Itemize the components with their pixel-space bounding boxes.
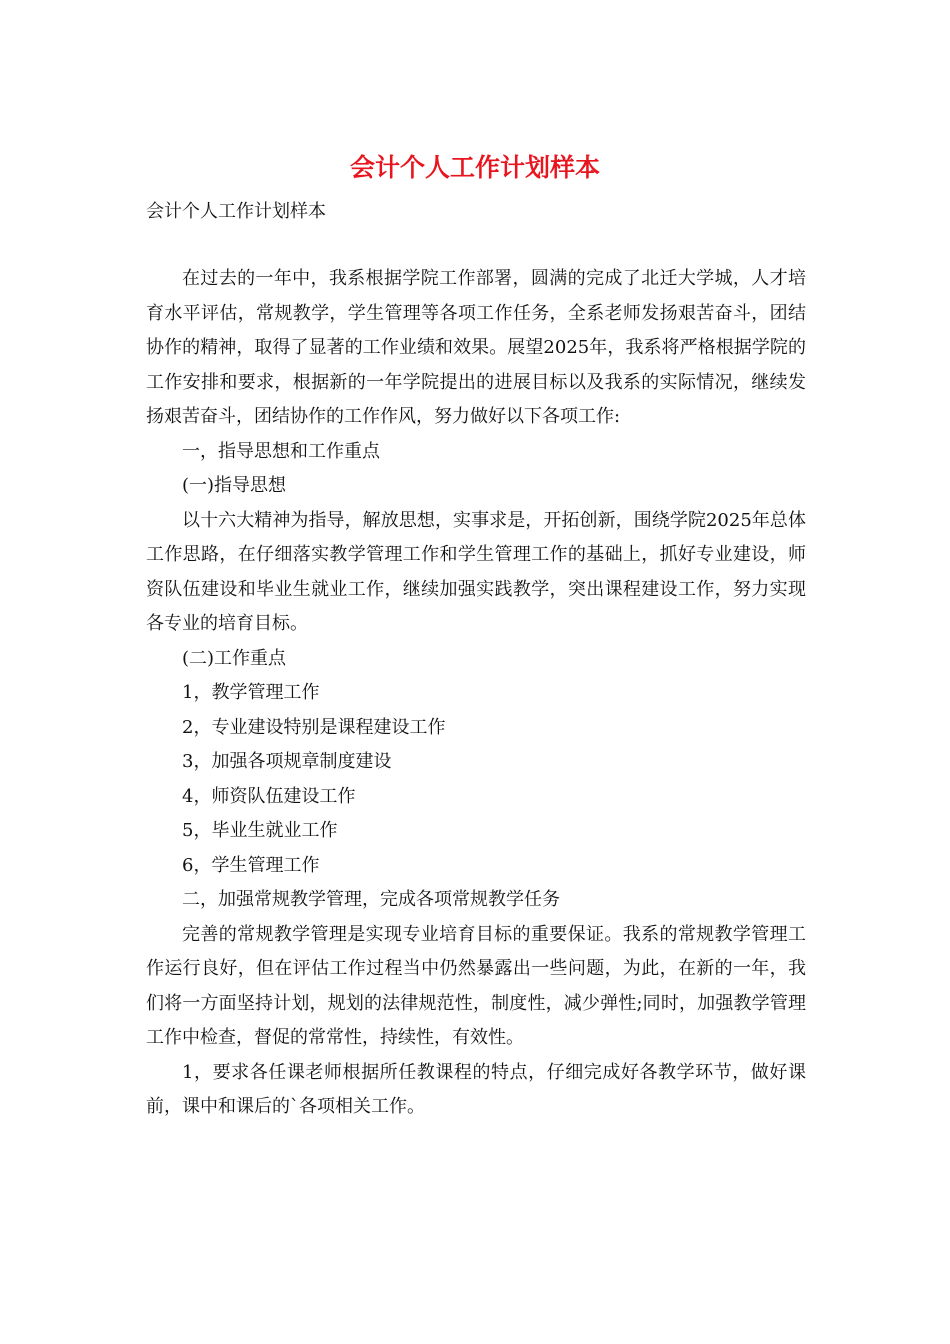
paragraph-item-1: 1，要求各任课老师根据所任教课程的特点，仔细完成好各教学环节，做好课前，课中和课后的`各项相关工作。	[146, 1061, 806, 1117]
list-item: 6，学生管理工作	[182, 854, 320, 876]
paragraph-intro: 在过去的一年中，我系根据学院工作部署，圆满的完成了北迁大学城，人才培育水平评估，常规教学，学生管理等各项工作任务，全系老师发扬艰苦奋斗，团结协作的精神，取得了显著的工作业绩和效果。展望2025年，我系将严格根据学院的工作安排和要求，根据新的一年学院提出的进展目标以及我系的实际情况，继续发扬艰苦奋斗，团结协作的工作作风，努力做好以下各项工作:	[146, 268, 806, 427]
list-item: 3，加强各项规章制度建设	[182, 751, 392, 772]
list-item: 2，专业建设特别是课程建设工作	[182, 716, 446, 738]
heading-section-2: 二，加强常规教学管理，完成各项常规教学任务	[182, 889, 560, 910]
paragraph-guiding-thought: 以十六大精神为指导，解放思想，实事求是，开拓创新，围绕学院2025年总体工作思路，在仔细落实教学管理工作和学生管理工作的基础上，抓好专业建设，师资队伍建设和毕业生就业工作，继续加强实践教学，突出课程建设工作，努力实现各专业的培育目标。	[146, 509, 806, 634]
list-item: 5，毕业生就业工作	[182, 820, 338, 841]
document-body	[146, 262, 806, 1125]
heading-section-1: 一，指导思想和工作重点	[182, 440, 380, 462]
list-item: 1，教学管理工作	[182, 682, 320, 703]
subheading-guiding-thought: (一)指导思想	[182, 475, 287, 496]
document-subtitle: 会计个人工作计划样本	[146, 201, 326, 222]
list-item: 4，师资队伍建设工作	[182, 785, 356, 807]
document-title: 会计个人工作计划样本	[349, 153, 600, 182]
subheading-work-focus: (二)工作重点	[182, 647, 287, 669]
paragraph-routine-teaching: 完善的常规教学管理是实现专业培育目标的重要保证。我系的常规教学管理工作运行良好，但在评估工作过程当中仍然暴露出一些问题，为此，在新的一年，我们将一方面坚持计划，规划的法律规范性，制度性，减少弹性;同时，加强教学管理工作中检查，督促的常常性，持续性，有效性。	[146, 923, 806, 1048]
